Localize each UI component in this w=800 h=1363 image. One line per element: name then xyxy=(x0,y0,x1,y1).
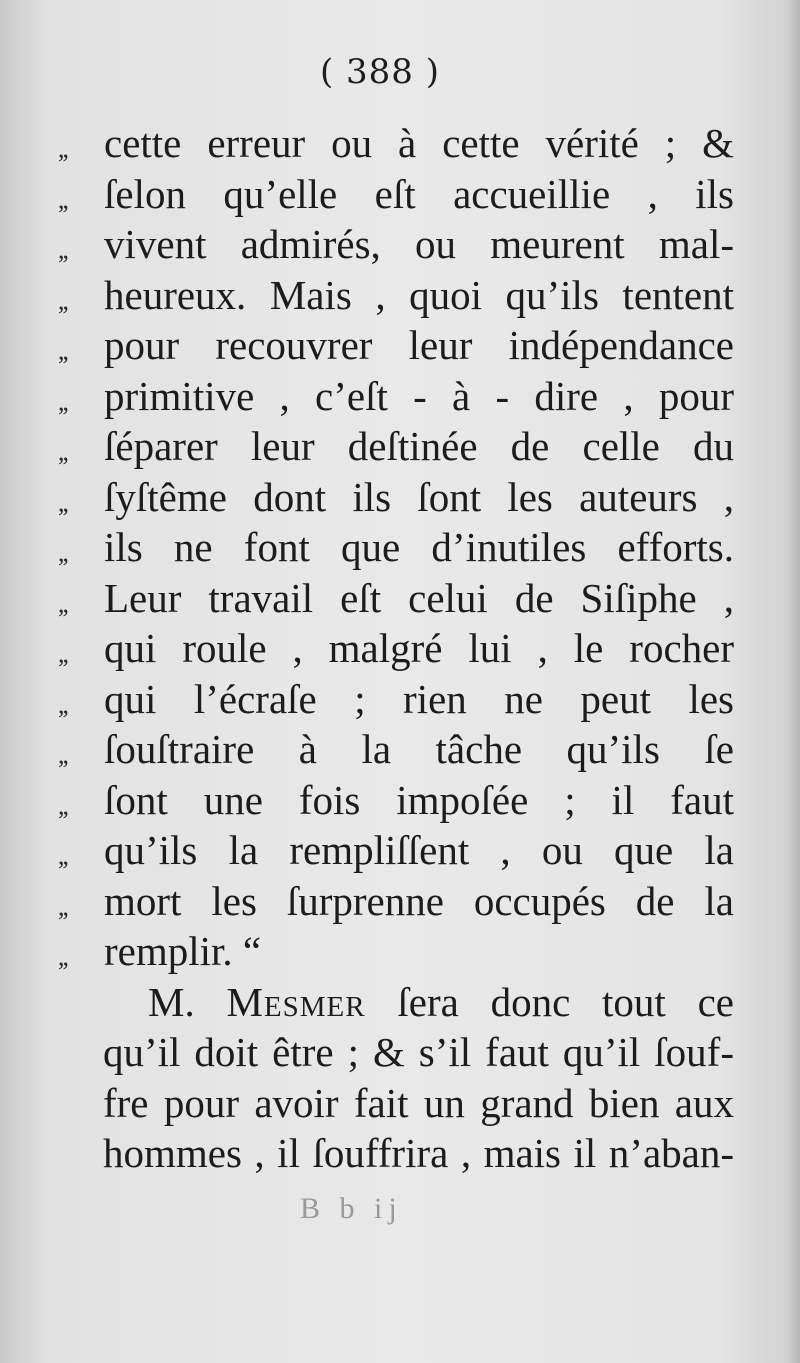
line-text: Leur travail eſt celui de Siſiphe , xyxy=(104,574,734,621)
quoted-line xyxy=(58,926,734,977)
quoted-line xyxy=(58,371,734,422)
quote-mark: ,, xyxy=(58,134,67,163)
quote-mark: ,, xyxy=(58,487,67,517)
line-text: primitive , c’eſt - à - dire , pour xyxy=(104,372,734,419)
line-text: qui l’écraſe ; rien ne peut les xyxy=(104,675,734,722)
line-text: mort les ſurprenne occupés de la xyxy=(104,877,734,924)
line-text: ſéparer leur deſtinée de celle du xyxy=(104,423,734,469)
paragraph-line xyxy=(58,1128,734,1179)
quoted-line xyxy=(58,169,734,220)
line-text: qu’il doit être ; & s’il faut qu’il ſouf- xyxy=(103,1029,734,1075)
quote-mark: ,, xyxy=(58,790,67,820)
quoted-line xyxy=(58,674,734,725)
line-text: fre pour avoir fait un grand bien aux xyxy=(103,1079,734,1126)
quote-mark: ,, xyxy=(58,841,67,870)
line-text: pour recouvrer leur indépendance xyxy=(104,322,734,368)
line-text: ſont une fois impoſée ; il faut xyxy=(104,776,734,823)
quote-mark: ,, xyxy=(58,336,67,365)
quoted-line xyxy=(58,623,734,674)
quoted-line xyxy=(58,775,734,826)
paragraph-line xyxy=(58,977,734,1028)
text-block xyxy=(58,118,734,1179)
quoted-line xyxy=(58,118,734,169)
quote-mark: ,, xyxy=(58,285,67,315)
quote-mark: ,, xyxy=(58,386,67,416)
line-text: qui roule , malgré lui , le rocher xyxy=(104,625,734,671)
line-text xyxy=(148,977,734,1028)
line-rest: ſera donc tout ce xyxy=(365,978,734,1025)
quoted-line xyxy=(58,825,734,876)
quote-mark: ,, xyxy=(58,184,67,214)
line-text: vivent admirés, ou meurent mal- xyxy=(104,221,734,267)
quoted-line xyxy=(58,876,734,927)
line-text: remplir. “ xyxy=(104,928,262,974)
quote-mark: ,, xyxy=(58,437,67,466)
quote-mark: ,, xyxy=(58,235,67,264)
quote-mark: ,, xyxy=(58,740,67,769)
quote-mark: ,, xyxy=(58,689,67,719)
quoted-line xyxy=(58,573,734,624)
quoted-line xyxy=(58,219,734,270)
line-text: qu’ils la rempliſſent , ou que la xyxy=(104,827,734,873)
quote-mark: ,, xyxy=(58,639,67,668)
quote-mark: ,, xyxy=(58,588,67,618)
line-text: ils ne font que d’inutiles efforts. xyxy=(104,524,734,570)
quoted-line xyxy=(58,724,734,775)
line-text: heureux. Mais , quoi qu’ils tentent xyxy=(104,271,734,318)
quoted-line xyxy=(58,472,734,523)
quoted-line xyxy=(58,421,734,472)
quote-mark: ,, xyxy=(58,942,67,971)
line-text: ſouſtraire à la tâche qu’ils ſe xyxy=(104,726,734,772)
page-edge-shadow xyxy=(786,0,800,1363)
signature-mark: B b ij xyxy=(300,1192,403,1225)
quoted-line xyxy=(58,320,734,371)
paragraph-line xyxy=(58,1078,734,1129)
quoted-line xyxy=(58,522,734,573)
line-text: cette erreur ou à cette vérité ; & xyxy=(104,120,734,166)
line-text: ſelon qu’elle eſt accueillie , ils xyxy=(104,170,734,217)
person-name: Mesmer xyxy=(226,978,366,1025)
name-prefix: M. xyxy=(148,978,227,1025)
line-text: ſyſtême dont ils ſont les auteurs , xyxy=(104,473,734,520)
page-number: ( 388 ) xyxy=(319,52,441,92)
quote-mark: ,, xyxy=(58,891,67,921)
line-text: hommes , il ſouffrira , mais il n’aban- xyxy=(103,1130,734,1176)
quoted-line xyxy=(58,270,734,321)
paragraph-line xyxy=(58,1027,734,1078)
quote-mark: ,, xyxy=(58,538,67,567)
